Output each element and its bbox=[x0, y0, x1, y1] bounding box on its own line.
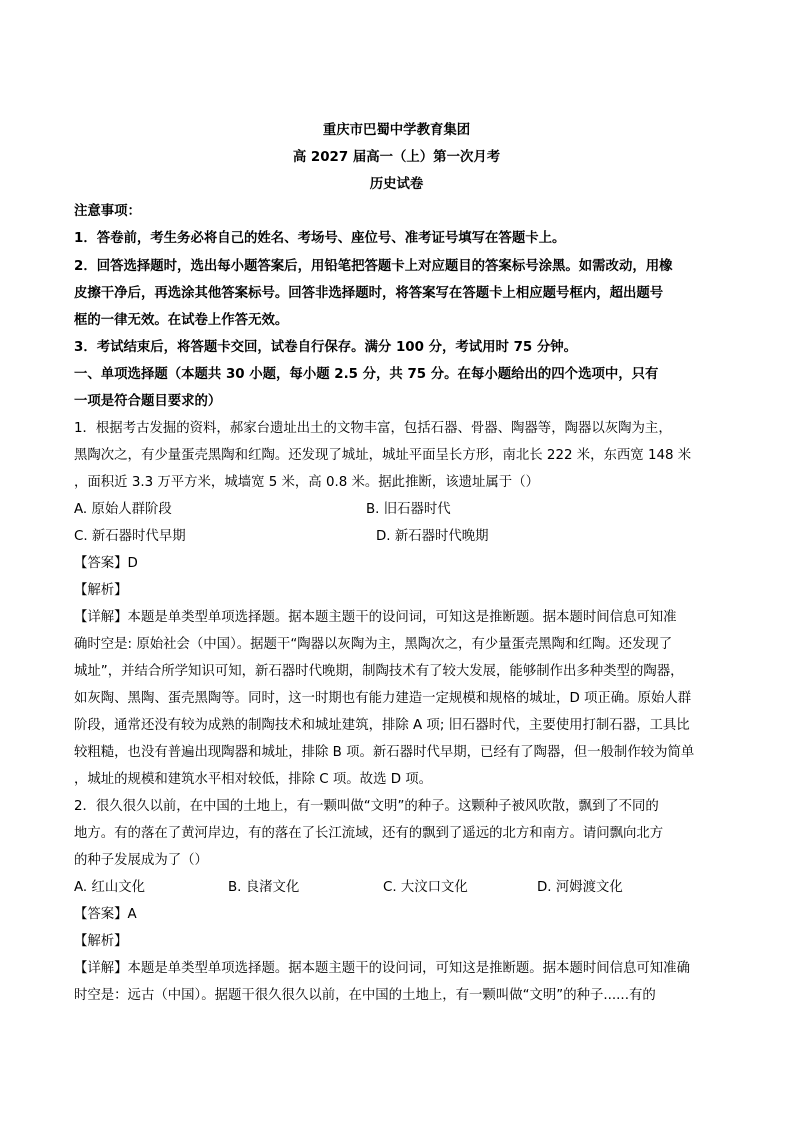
q1-detail-line-4: 如灰陶、黑陶、蛋壳黑陶等。同时，这一时期也有能力建造一定规模和规格的城址，D 项正确。原始人群 bbox=[74, 691, 692, 706]
note-item-2-line-2: 皮擦干净后，再选涂其他答案标号。回答非选择题时，将答案写在答题卡上相应题号框内，超出题号 bbox=[74, 286, 664, 301]
q2-detail-line-2: 时空是：远古（中国）。据题干很久很久以前，在中国的土地上，有一颗叫做“文明”的种子......有的 bbox=[74, 988, 656, 1003]
q2-stem-line-3: 的种子发展成为了（） bbox=[74, 853, 208, 868]
q1-detail-line-2: 确时空是: 原始社会（中国）。据题干“陶器以灰陶为主，黑陶次之，有少量蛋壳黑陶和红陶。还发现了 bbox=[74, 637, 673, 652]
section-title-line-2: 一项是符合题目要求的） bbox=[74, 394, 222, 409]
q1-stem-line-2: 黑陶次之，有少量蛋壳黑陶和红陶。还发现了城址，城址平面呈长方形，南北长 222 米，东西宽 148 米 bbox=[74, 448, 692, 463]
q1-analysis-label: 【解析】 bbox=[74, 583, 128, 598]
exam-title: 高 2027 届高一（上）第一次月考 bbox=[292, 150, 501, 165]
q2-analysis-label: 【解析】 bbox=[74, 934, 128, 949]
note-item-2-line-3: 框的一律无效。在试卷上作答无效。 bbox=[74, 313, 289, 328]
q1-stem-line-3: ，面积近 3.3 万平方米，城墙宽 5 米，高 0.8 米。据此推断，该遗址属于（） bbox=[74, 475, 539, 490]
q2-option-a: A. 红山文化 bbox=[74, 880, 145, 895]
q1-option-a: A. 原始人群阶段 bbox=[74, 502, 172, 517]
q2-option-c: C. 大汶口文化 bbox=[383, 880, 468, 895]
school-name: 重庆市巴蜀中学教育集团 bbox=[322, 123, 471, 138]
section-title-line-1: 一、单项选择题（本题共 30 小题，每小题 2.5 分，共 75 分。在每小题给出的四个选项中，只有 bbox=[74, 367, 659, 382]
q2-option-d: D. 河姆渡文化 bbox=[537, 880, 623, 895]
notes-title: 注意事项： bbox=[74, 204, 141, 219]
q1-detail-line-1: 【详解】本题是单类型单项选择题。据本题主题干的设问词，可知这是推断题。据本题时间信息可知准 bbox=[74, 610, 677, 625]
note-item-1: 1．答卷前，考生务必将自己的姓名、考场号、座位号、准考证号填写在答题卡上。 bbox=[74, 231, 566, 246]
q1-answer: 【答案】D bbox=[74, 556, 138, 571]
q2-option-b: B. 良渚文化 bbox=[228, 880, 300, 895]
q2-stem-line-1: 2．很久很久以前，在中国的土地上，有一颗叫做“文明”的种子。这颗种子被风吹散，飘到了不同的 bbox=[74, 799, 659, 814]
q1-option-d: D. 新石器时代晚期 bbox=[376, 529, 489, 544]
q1-stem-line-1: 1．根据考古发掘的资料，郝家台遗址出土的文物丰富，包括石器、骨器、陶器等，陶器以灰陶为主， bbox=[74, 421, 672, 436]
q1-detail-line-6: 较粗糙，也没有普遍出现陶器和城址，排除 B 项。新石器时代早期，已经有了陶器，但一般制作较为简单 bbox=[74, 745, 695, 760]
note-item-2-line-1: 2．回答选择题时，选出每小题答案后，用铅笔把答题卡上对应题目的答案标号涂黑。如需改动，用橡 bbox=[74, 259, 673, 274]
q2-answer: 【答案】A bbox=[74, 907, 137, 922]
q1-detail-line-5: 阶段，通常还没有较为成熟的制陶技术和城址建筑，排除 A 项; 旧石器时代，主要使用打制石器，工具比 bbox=[74, 718, 690, 733]
q1-detail-line-3: 城址”，并结合所学知识可知，新石器时代晚期，制陶技术有了较大发展，能够制作出多种类型的陶器， bbox=[74, 664, 684, 679]
note-item-3: 3．考试结束后，将答题卡交回，试卷自行保存。满分 100 分，考试用时 75 分钟。 bbox=[74, 340, 578, 355]
q2-detail-line-1: 【详解】本题是单类型单项选择题。据本题主题干的设问词，可知这是推断题。据本题时间信息可知准确 bbox=[74, 961, 690, 976]
q1-option-b: B. 旧石器时代 bbox=[366, 502, 451, 517]
q1-detail-line-7: ，城址的规模和建筑水平相对较低，排除 C 项。故选 D 项。 bbox=[74, 772, 433, 787]
q1-option-c: C. 新石器时代早期 bbox=[74, 529, 186, 544]
subject-title: 历史试卷 bbox=[369, 177, 424, 192]
q2-stem-line-2: 地方。有的落在了黄河岸边，有的落在了长江流域，还有的飘到了遥远的北方和南方。请问飘向北方 bbox=[74, 826, 664, 841]
